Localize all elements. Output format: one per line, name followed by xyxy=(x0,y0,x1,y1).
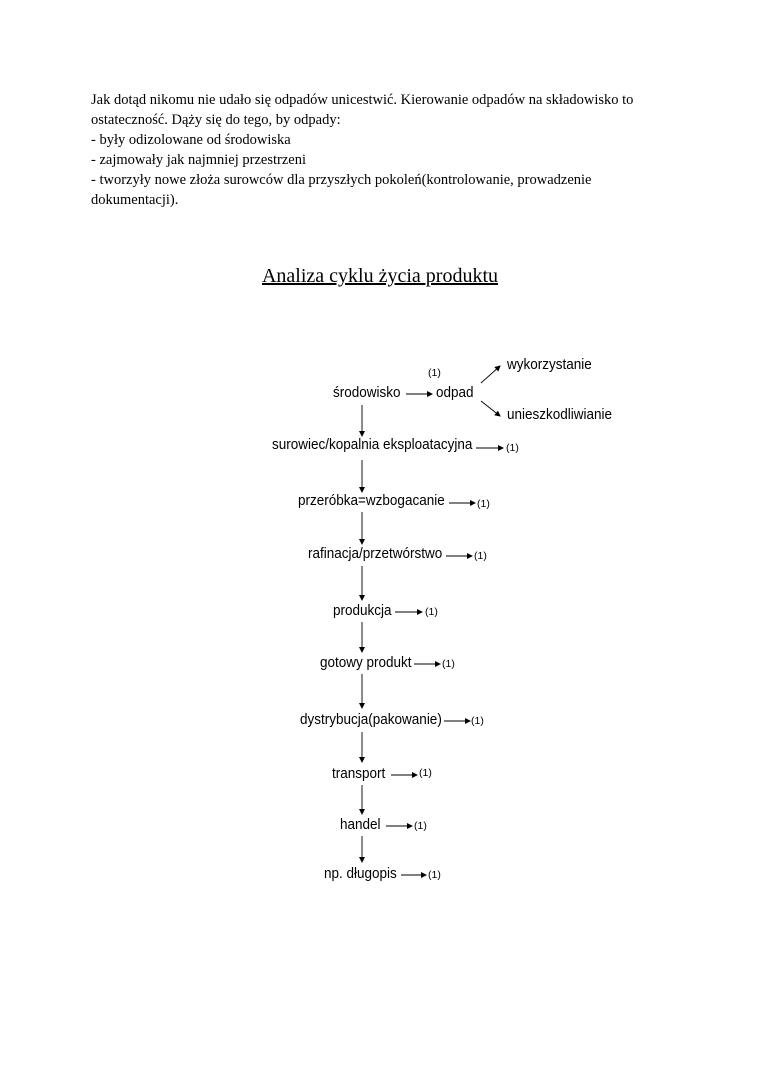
arrow-waste-to-use xyxy=(481,366,500,383)
node-source: środowisko xyxy=(333,384,401,401)
node-finished-product: gotowy produkt xyxy=(320,654,412,671)
intro-line: - były odizolowane od środowiska xyxy=(91,132,291,148)
intro-line: - zajmowały jak najmniej przestrzeni xyxy=(91,152,306,168)
mark: (1) xyxy=(419,767,432,779)
node-transport: transport xyxy=(332,765,386,782)
node-processing: przeróbka=wzbogacanie xyxy=(298,492,445,509)
mark: (1) xyxy=(474,550,487,562)
node-waste: odpad xyxy=(436,384,474,401)
mark: (1) xyxy=(506,442,519,454)
intro-line: Jak dotąd nikomu nie udało się odpadów unicestwić. Kierowanie odpadów na składowisko to xyxy=(91,92,634,108)
node-raw-material: surowiec/kopalnia eksploatacyjna xyxy=(272,436,473,453)
mark-waste: (1) xyxy=(428,367,441,379)
mark: (1) xyxy=(442,658,455,670)
node-distribution: dystrybucja(pakowanie) xyxy=(300,711,442,728)
node-use: wykorzystanie xyxy=(507,356,592,373)
mark: (1) xyxy=(471,715,484,727)
mark: (1) xyxy=(428,869,441,881)
intro-line: - tworzyły nowe złoża surowców dla przyszłych pokoleń(kontrolowanie, prowadzenie xyxy=(91,172,592,188)
mark: (1) xyxy=(425,606,438,618)
arrow-waste-to-neutralize xyxy=(481,401,500,416)
mark: (1) xyxy=(414,820,427,832)
node-trade: handel xyxy=(340,816,381,833)
node-production: produkcja xyxy=(333,602,392,619)
mark: (1) xyxy=(477,498,490,510)
diagram-title: Analiza cyklu życia produktu xyxy=(261,265,499,287)
intro-line: dokumentacji). xyxy=(91,192,179,208)
node-refining: rafinacja/przetwórstwo xyxy=(308,545,443,562)
node-neutralize: unieszkodliwianie xyxy=(507,406,613,423)
intro-line: ostateczność. Dąży się do tego, by odpady: xyxy=(91,112,341,128)
node-pen: np. długopis xyxy=(324,865,397,882)
